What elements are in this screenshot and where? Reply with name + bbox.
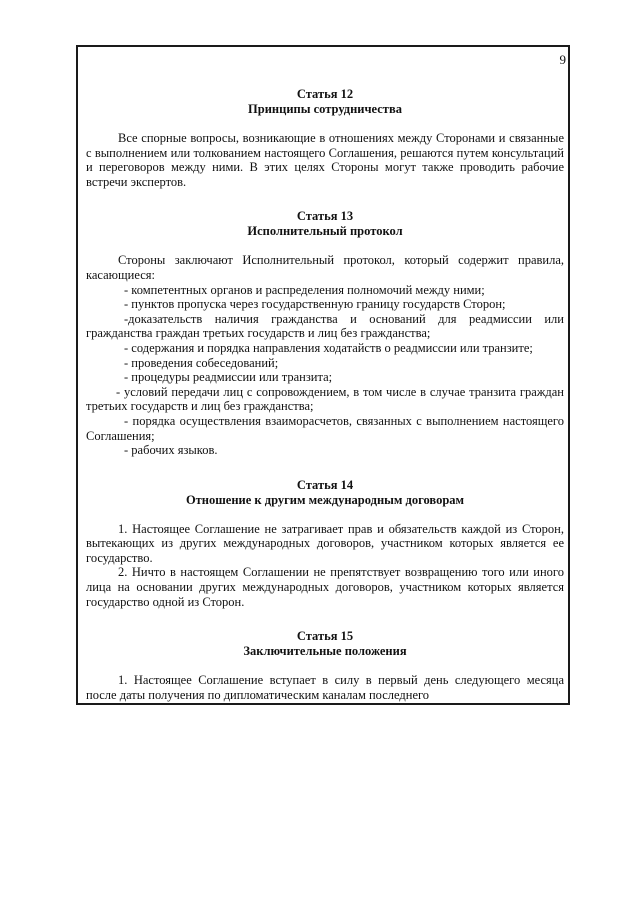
- paragraph: 1. Настоящее Соглашение вступает в силу в первый день следующего месяца после даты получения по дипломатическим каналам последнего: [86, 673, 564, 702]
- article-title: Заключительные положения: [243, 644, 407, 659]
- article-15: [86, 629, 564, 702]
- article-title: Исполнительный протокол: [247, 224, 403, 239]
- article-number: Статья 12: [296, 87, 354, 101]
- list-item: - содержания и порядка направления ходатайств о реадмиссии или транзите;: [124, 340, 533, 355]
- page-content: [86, 87, 564, 702]
- article-number: Статья 13: [296, 209, 354, 224]
- list-item: - условий передачи лиц с сопровождением, в том числе в случае транзита граждан третьих государств и лиц без гражданства;: [86, 384, 564, 414]
- article-14: [86, 478, 564, 610]
- list-item: - процедуры реадмиссии или транзита;: [124, 370, 333, 385]
- paragraph: Все спорные вопросы, возникающие в отношениях между Сторонами и связанные с выполнением или толкованием настоящего Соглашения, решаются путем консультаций и переговоров между ними. В этих целях Стороны могут также проводить рабочие встречи экспертов.: [86, 131, 564, 189]
- list-item: -доказательств наличия гражданства и оснований для реадмиссии или гражданства граждан третьих государств и лиц без гражданства;: [86, 311, 564, 341]
- list-item: - компетентных органов и распределения полномочий между ними;: [124, 282, 485, 297]
- page-frame: [76, 45, 570, 705]
- list-item: - рабочих языков.: [124, 443, 218, 458]
- paragraph: 1. Настоящее Соглашение не затрагивает прав и обязательств каждой из Сторон, вытекающих из других международных договоров, участником которых является ее государство.: [86, 521, 564, 565]
- article-13: [86, 209, 564, 457]
- article-number: Статья 14: [296, 477, 354, 492]
- page-number: 9: [559, 52, 566, 67]
- article-title: Принципы сотрудничества: [248, 102, 402, 116]
- paragraph: 2. Ничто в настоящем Соглашении не препятствует возвращению того или иного лица на основании других международных договоров, участником которых является государство одной из Сторон.: [86, 565, 564, 609]
- article-number: Статья 15: [296, 629, 354, 644]
- list-item: - порядка осуществления взаиморасчетов, связанных с выполнением настоящего Соглашения;: [86, 413, 564, 443]
- article-title: Отношение к другим международным договорам: [185, 492, 465, 507]
- list-item: - пунктов пропуска через государственную границу государств Сторон;: [124, 297, 506, 312]
- paragraph-intro: Стороны заключают Исполнительный протокол, который содержит правила, касающиеся:: [86, 253, 564, 282]
- list-item: - проведения собеседований;: [124, 355, 279, 370]
- article-12: [86, 87, 564, 189]
